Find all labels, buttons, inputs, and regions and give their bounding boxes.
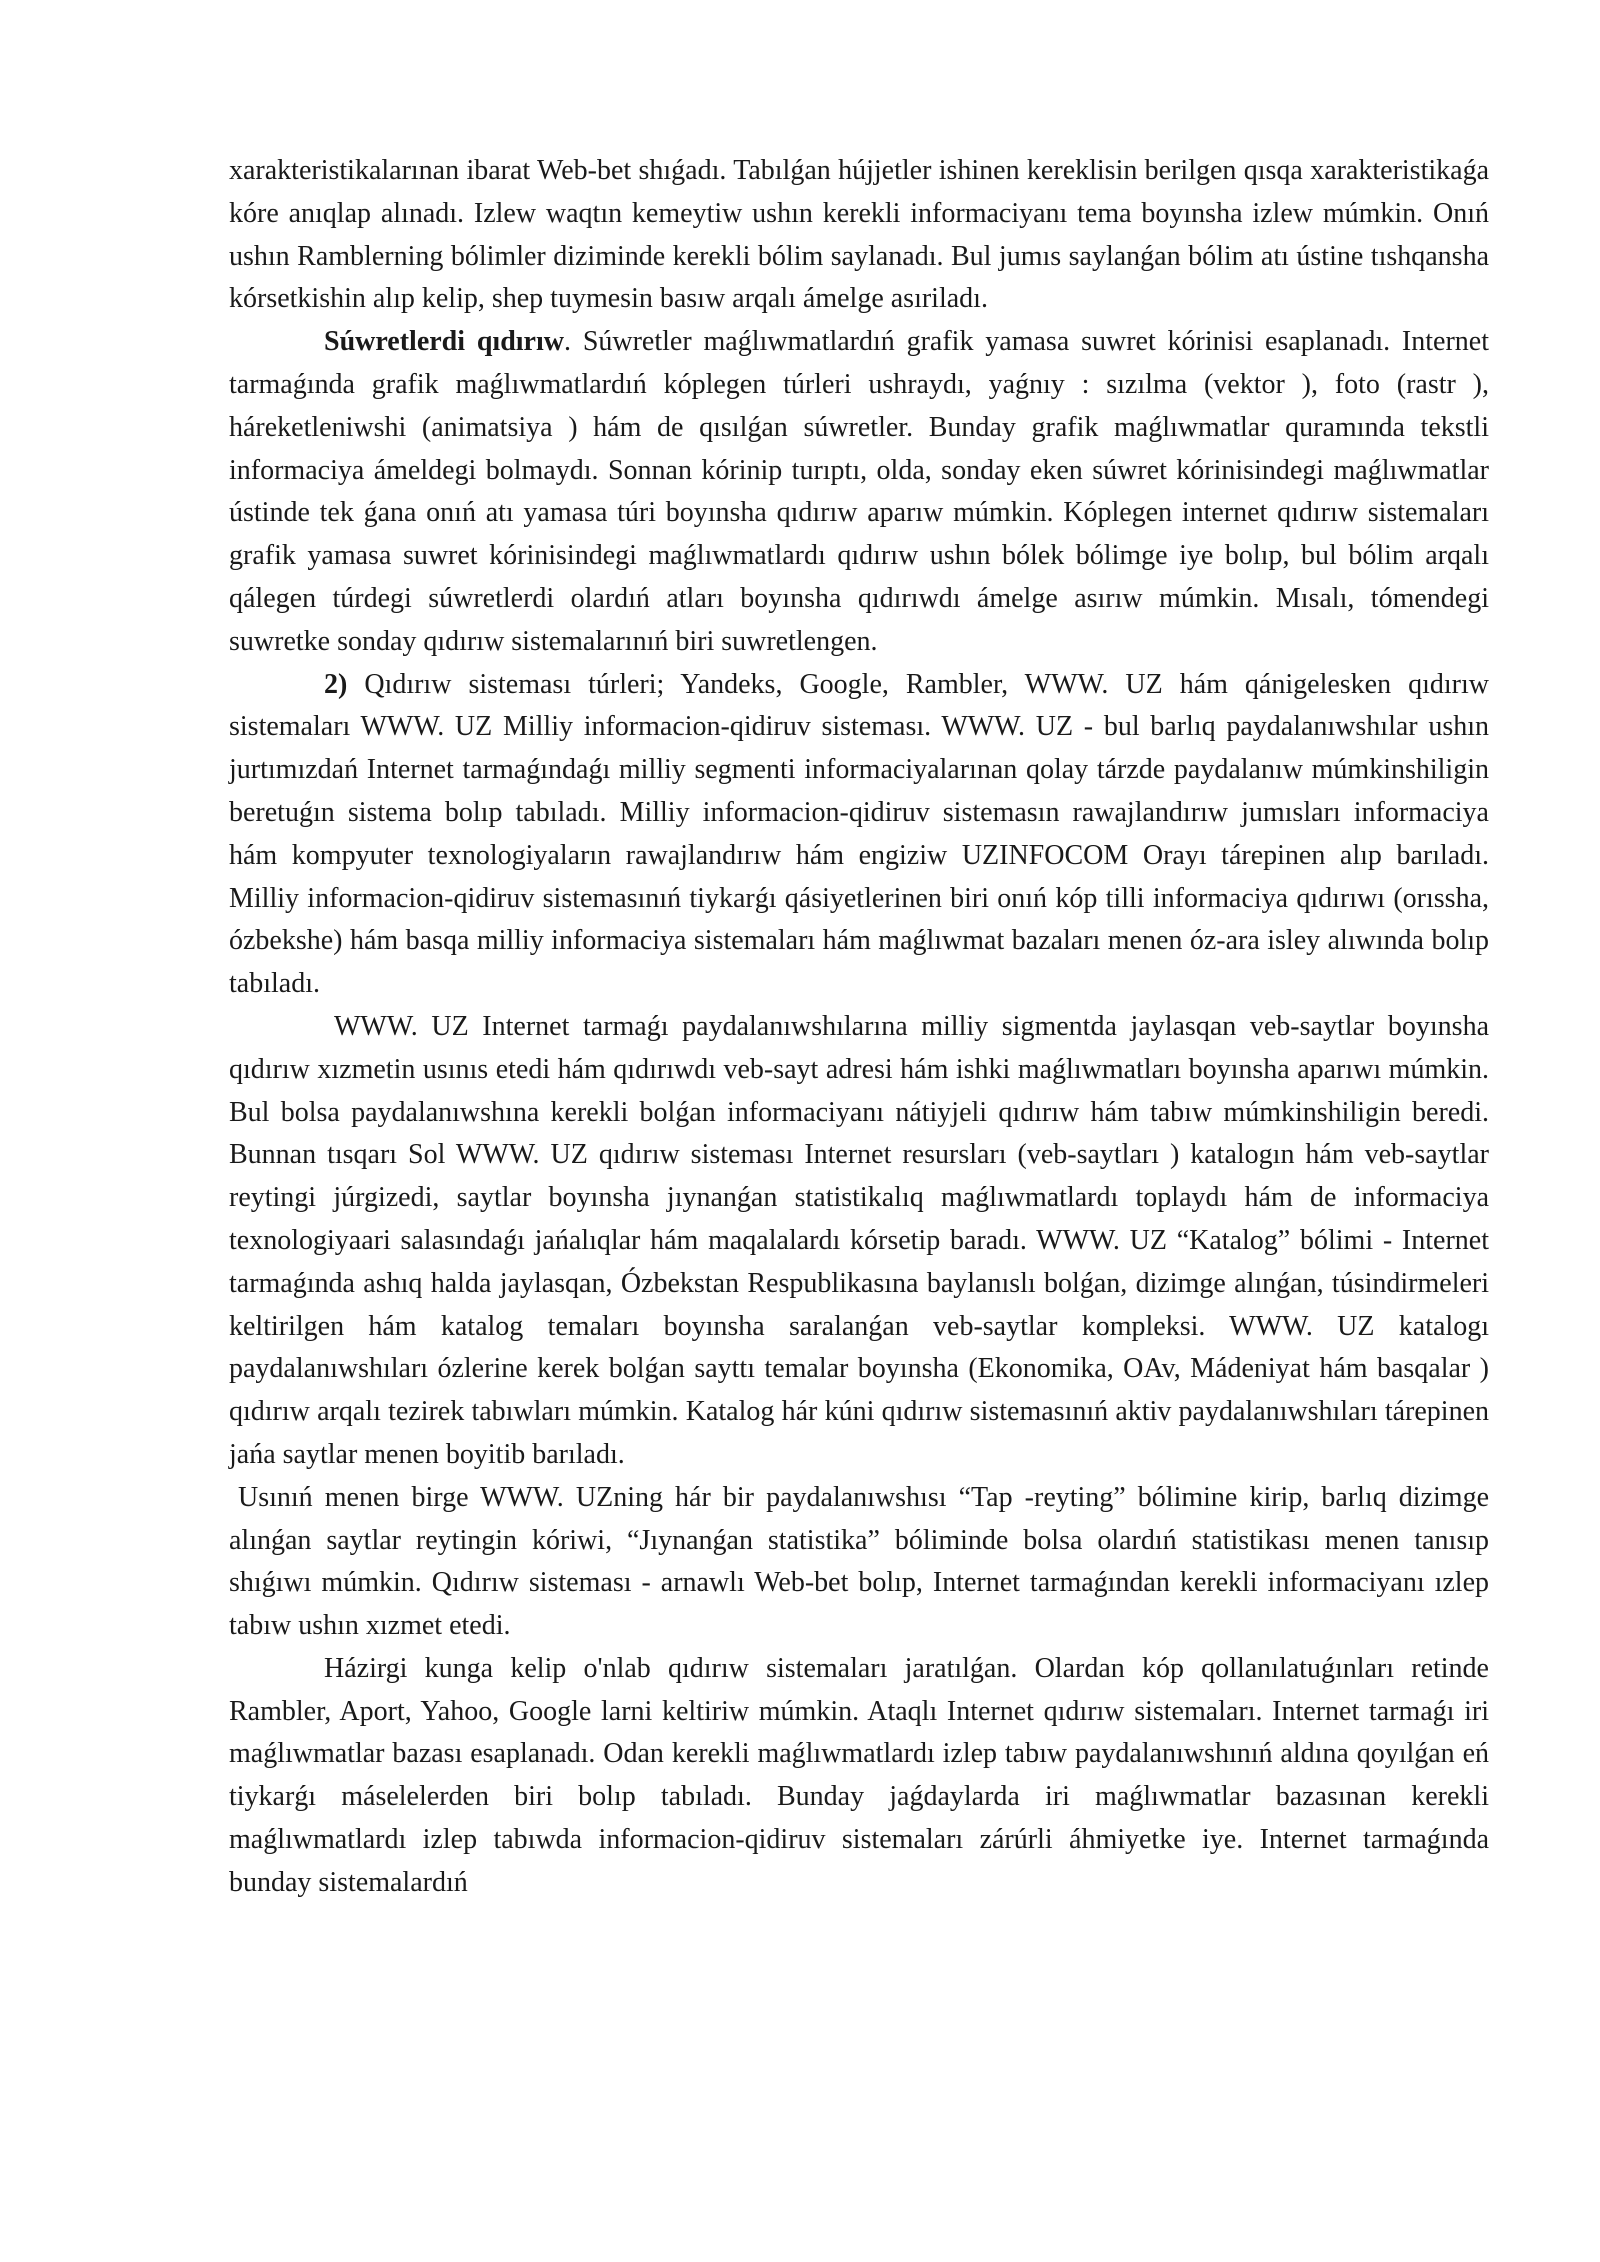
paragraph-www-uz-rating: Usınıń menen birge WWW. UZning hár bir paydalanıwshısı “Tap -reyting” bólimine kirip, barlıq dizimge alınǵan saytlar reytingin kóriwi, “Jıynanǵan statistika” bóliminde bolsa olardıń statistikası menen tanısıp shıǵıwı múmkin. Qıdırıw sisteması - arnawlı Web-bet bolıp, Internet tarmaǵından kerekli informaciyanı ızlep tabıw ushın xızmet etedi.: [229, 1481, 1489, 1642]
paragraph-search-system-types-body: Qıdırıw sisteması túrleri; Yandeks, Google, Rambler, WWW. UZ hám qánigelesken qıdırıw sistemaları WWW. UZ Milliy informacion-qidiruv sisteması. WWW. UZ - bul barlıq paydalanıwshılar ushın jurtımızdań Internet tarmaǵındaǵı milliy segmenti informaciyalarınan qolay tárzde paydalanıw múmkinshiligin beretuǵın sistema bolıp tabıladı. Milliy informacion-qidiruv sistemasın rawajlandırıw jumısları informaciya hám kompyuter texnologiyaların rawajlandırıw hám engiziw UZINFOCOM Orayı tárepinen alıp barıladı. Milliy informacion-qidiruv sistemasınıń tiykarǵı qásiyetlerinen biri onıń kóp tilli informaciya qıdırıwı (orıssha, ózbekshe) hám basqa milliy informaciya sistemaları hám maǵlıwmat bazaları menen óz-ara isley alıwında bolıp tabıladı.: [229, 668, 1489, 1000]
paragraph-item-number: 2): [324, 668, 348, 700]
paragraph-heading-image-search: Súwretlerdi qıdırıw: [324, 326, 564, 358]
paragraph-www-uz-services: WWW. UZ Internet tarmaǵı paydalanıwshılarına milliy sigmentda jaylasqan veb-saytlar boyınsha qıdırıw xızmetin usınıs etedi hám qıdırıwdı veb-sayt adresi hám ishki maǵlıwmatları boyınsha aparıwı múmkin. Bul bolsa paydalanıwshına kerekli bolǵan informaciyanı nátiyjeli qıdırıw hám tabıw múmkinshiligin beredi. Bunnan tısqarı Sol WWW. UZ qıdırıw sisteması Internet resursları (veb-saytları ) katalogın hám veb-saytlar reytingi júrgizedi, saytlar boyınsha jıynanǵan statistikalıq maǵlıwmatlardı toplaydı hám de informaciya texnologiyaari salasındaǵı jańalıqlar hám maqalalardı kórsetip baradı. WWW. UZ “Katalog” bólimi - Internet tarmaǵında ashıq halda jaylasqan, Ózbekstan Respublikasına baylanıslı bolǵan, dizimge alınǵan, túsindirmeleri keltirilgen hám katalog temaları boyınsha saralanǵan veb-saytlar kompleksi. WWW. UZ katalogı paydalanıwshıları ózlerine kerek bolǵan sayttı temalar boyınsha (Ekonomika, OAv, Mádeniyat hám basqalar ) qıdırıw arqalı tezirek tabıwları múmkin. Katalog hár kúni qıdırıw sistemasınıń aktiv paydalanıwshıları tárepinen jańa saytlar menen boyitib barıladı.: [229, 1010, 1489, 1470]
paragraph-image-search-body: . Súwretler maǵlıwmatlardıń grafik yamasa suwret kórinisi esaplanadı. Internet tarmaǵında grafik maǵlıwmatlardıń kóplegen túrleri ushraydı, yaǵnıy : sızılma (vektor ), foto (rastr ), háreketleniwshi (animatsiya ) hám de qısılǵan súwretler. Bunday grafik maǵlıwmatlar quramında tekstli informaciya ámeldegi bolmaydı. Sonnan kórinip turıptı, olda, sonday eken súwret kórinisindegi maǵlıwmatlar ústinde tek ǵana onıń atı yamasa túri boyınsha qıdırıw aparıw múmkin. Kóplegen internet qıdırıw sistemaları grafik yamasa suwret kórinisindegi maǵlıwmatlardı qıdırıw ushın bólek bólimge iye bolıp, bul bólim arqalı qálegen túrdegi súwretlerdi olardıń atları boyınsha qıdırıwdı ámelge asırıw múmkin. Mısalı, tómendegi suwretke sonday qıdırıw sistemalarınıń biri suwretlengen.: [229, 326, 1489, 657]
paragraph-search-results-description: xarakteristikalarınan ibarat Web-bet shıǵadı. Tabılǵan hújjetler ishinen kereklisin berilgen qısqa xarakteristikaǵa kóre anıqlap alınadı. Izlew waqtın kemeytiw ushın kerekli informaciyanı tema boyınsha izlew múmkin. Onıń ushın Ramblerning bólimler diziminde kerekli bólim saylanadı. Bul jumıs saylanǵan bólim atı ústine tıshqansha kórsetkishin alıp kelip, shep tuymesin basıw arqalı ámelge asıriladı.: [229, 155, 1489, 315]
paragraph-search-system-types: [229, 664, 1489, 1006]
document-page: [229, 150, 1489, 1905]
paragraph-image-search: [229, 321, 1489, 663]
paragraph-search-engines-overview: Házirgi kunga kelip o'nlab qıdırıw sistemaları jaratılǵan. Olardan kóp qollanılatuǵınları retinde Rambler, Aport, Yahoo, Google larni keltiriw múmkin. Ataqlı Internet qıdırıw sistemaları. Internet tarmaǵı iri maǵlıwmatlar bazası esaplanadı. Odan kerekli maǵlıwmatlardı izlep tabıw paydalanıwshınıń aldına qoyılǵan eń tiykarǵı máselelerden biri bolıp tabıladı. Bunday jaǵdaylarda iri maǵlıwmatlar bazasınan kerekli maǵlıwmatlardı izlep tabıwda informacion-qidiruv sistemaları zárúrli áhmiyetke iye. Internet tarmaǵında bunday sistemalardıń: [229, 1652, 1489, 1898]
